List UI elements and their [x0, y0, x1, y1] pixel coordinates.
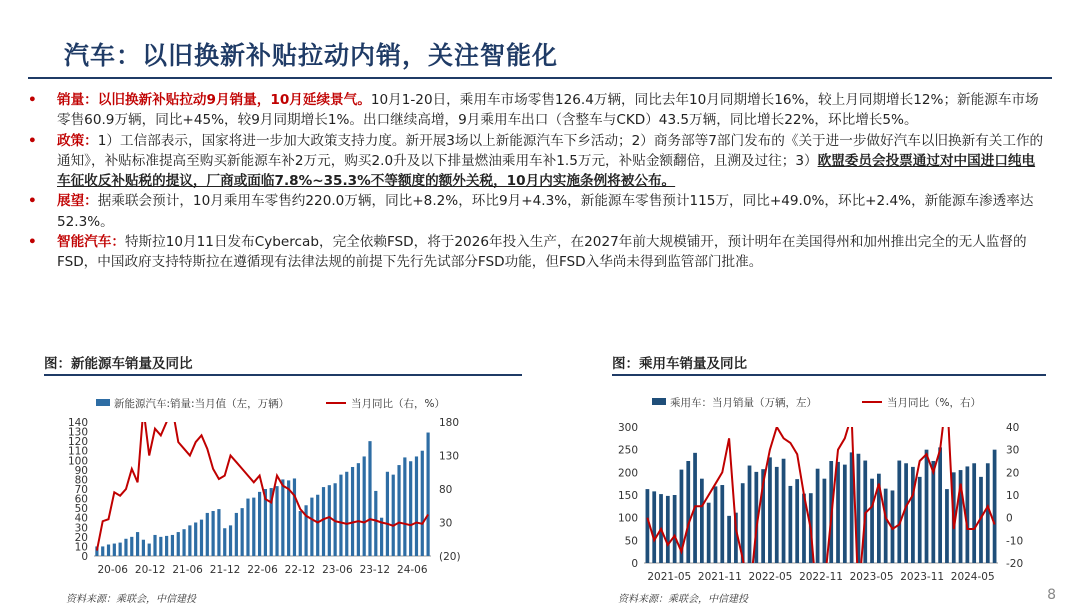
- x-tick-label: 2021-11: [697, 571, 742, 583]
- bullet-text-smart-car: 特斯拉10月11日发布Cybercab，完全依赖FSD，将于2026年投入生产，在2027年前大规模铺开，预计明年在美国得州和加州推出完全的无人监督的FSD，中国政府支持特斯拉在遵循现有法律法规的前提下先行先试部分FSD功能，但FSD入华尚未得到监管部门批准。: [57, 234, 1027, 271]
- bar: [217, 509, 220, 556]
- bar: [345, 472, 348, 556]
- y-left-tick-label: 120: [67, 436, 88, 449]
- bar: [700, 479, 704, 563]
- bullet-lead-policy: 政策：: [57, 132, 98, 149]
- x-tick-label: 20-06: [97, 564, 128, 576]
- bar: [720, 485, 724, 563]
- bar: [897, 461, 901, 563]
- bar: [421, 451, 424, 556]
- y-left-tick-label: 60: [74, 493, 88, 506]
- x-tick-label: 23-06: [322, 564, 353, 576]
- bar: [707, 503, 711, 563]
- bar: [200, 520, 203, 556]
- bar: [945, 489, 949, 563]
- bar: [768, 457, 772, 563]
- bar: [182, 529, 185, 556]
- bar: [206, 513, 209, 556]
- bar: [113, 544, 116, 556]
- bar: [258, 492, 261, 556]
- legend-bar-swatch: [652, 398, 666, 405]
- right-chart-panel: [612, 352, 1046, 372]
- y-right-tick-label: 0: [1006, 512, 1013, 525]
- bar: [130, 537, 133, 556]
- y-right-tick-label: 10: [1006, 490, 1020, 502]
- bar: [904, 463, 908, 563]
- bar: [148, 544, 151, 556]
- bar: [194, 523, 197, 557]
- bar: [646, 489, 650, 563]
- page-number: 8: [1047, 587, 1056, 603]
- y-left-tick-label: 300: [617, 422, 638, 434]
- bar: [986, 463, 990, 563]
- x-tick-label: 2021-05: [647, 571, 692, 583]
- bullet-text-outlook: 据乘联会预计，10月乘用车零售约220.0万辆，同比+8.2%，环比9月+4.3%，新能源车零售预计115万，同比+49.0%，环比+2.4%，新能源车渗透率达52.3%。: [57, 193, 1034, 230]
- bar: [328, 485, 331, 556]
- legend-line-label: 当月同比（右，%）: [351, 398, 445, 410]
- bar: [357, 463, 360, 556]
- bar: [870, 479, 874, 563]
- bullet-smart-car: [28, 232, 1048, 273]
- y-left-tick-label: 0: [81, 551, 88, 563]
- bullet-emphasis-policy: 欧盟委员会投票通过对中国进口纯电车征收反补贴税的提议，厂商或面临7.8%~35.3%不等额度的额外关税，10月内实施条例将被公布。: [57, 152, 1036, 190]
- bar: [142, 540, 145, 556]
- bar: [918, 477, 922, 563]
- bar: [223, 528, 226, 556]
- passenger-car-sales-chart: [600, 380, 1040, 585]
- y-left-tick-label: 100: [67, 455, 88, 468]
- bar: [938, 447, 942, 563]
- bar: [409, 461, 412, 556]
- x-tick-label: 21-12: [209, 564, 241, 576]
- x-tick-label: 24-06: [397, 564, 428, 576]
- bar: [714, 486, 718, 563]
- bar: [748, 466, 752, 563]
- y-right-tick-label: 30: [439, 517, 453, 530]
- y-left-tick-label: 30: [74, 522, 88, 535]
- x-tick-label: 22-12: [284, 564, 316, 576]
- bar: [124, 539, 127, 556]
- x-tick-label: 2022-11: [799, 571, 843, 583]
- bar: [322, 487, 325, 556]
- y-left-tick-label: 150: [617, 490, 638, 502]
- legend-line-label: 当月同比（%，右）: [887, 397, 981, 409]
- bar: [171, 535, 174, 556]
- bar: [368, 441, 371, 556]
- bar: [397, 465, 400, 556]
- bar: [673, 495, 677, 563]
- y-right-tick-label: (20): [439, 551, 461, 563]
- bar: [212, 511, 215, 556]
- y-right-tick-label: -10: [1006, 535, 1024, 548]
- y-left-tick-label: 50: [74, 503, 88, 516]
- bar: [816, 469, 820, 563]
- bullet-list: [28, 90, 1048, 273]
- x-tick-label: 2023-05: [849, 571, 894, 583]
- bar: [775, 467, 779, 563]
- bar: [931, 461, 935, 563]
- bar: [782, 459, 786, 563]
- x-tick-label: 22-06: [247, 564, 278, 576]
- legend-bar-label: 新能源汽车:销量:当月值（左，万辆）: [114, 398, 290, 410]
- bar: [299, 511, 302, 556]
- bar: [727, 516, 731, 563]
- bar: [363, 456, 366, 556]
- bar: [911, 467, 915, 563]
- nev-sales-chart: [44, 380, 484, 585]
- y-left-tick-label: 50: [624, 535, 638, 548]
- y-left-tick-label: 40: [74, 512, 88, 525]
- y-left-tick-label: 110: [67, 445, 88, 458]
- right-chart-source: 资料来源：乘联会，中信建投: [618, 594, 748, 605]
- y-left-tick-label: 140: [67, 417, 88, 429]
- bullet-lead-smart-car: 智能汽车：: [57, 234, 125, 251]
- x-tick-label: 2023-11: [900, 571, 945, 583]
- y-left-tick-label: 0: [631, 558, 638, 570]
- x-tick-label: 20-12: [134, 564, 166, 576]
- left-chart-title: 图：新能源车销量及同比: [44, 356, 193, 372]
- bar: [351, 467, 354, 556]
- bar: [374, 491, 377, 556]
- bar: [177, 532, 180, 556]
- y-right-tick-label: 40: [1006, 422, 1020, 434]
- yoy-line: [97, 409, 428, 551]
- bullet-marker: •: [28, 92, 37, 108]
- bullet-text-policy: 1）工信部表示，国家将进一步加大政策支持力度。新开展3场以上新能源汽车下乡活动；2）商务部等7部门发布的《关于进一步做好汽车以旧换新有关工作的通知》，补贴标准提高至购买新能源车补2万元，购买2.0升及以下排量燃油乘用车补1.5万元，补贴金额翻倍，且溯及过往；3）: [57, 132, 1044, 169]
- y-right-tick-label: 180: [439, 417, 460, 429]
- bar: [836, 462, 840, 563]
- y-right-tick-label: 80: [439, 484, 453, 496]
- y-left-tick-label: 70: [74, 484, 88, 496]
- bar: [101, 546, 104, 556]
- y-left-tick-label: 90: [74, 464, 88, 477]
- bar: [304, 505, 307, 556]
- y-right-tick-label: -20: [1006, 558, 1024, 570]
- bar: [339, 475, 342, 556]
- bullet-sales: [28, 90, 1048, 131]
- bar: [415, 456, 418, 556]
- bullet-marker: •: [28, 234, 37, 251]
- x-tick-label: 2022-05: [748, 571, 793, 583]
- x-tick-label: 21-06: [172, 564, 203, 576]
- bar: [229, 525, 232, 556]
- y-right-tick-label: 130: [439, 450, 460, 463]
- bar: [843, 465, 847, 563]
- bar: [884, 489, 888, 563]
- y-left-tick-label: 200: [617, 467, 638, 480]
- bar: [246, 499, 249, 556]
- bullet-text-sales: 10月1-20日，乘用车市场零售126.4万辆，同比去年10月同期增长16%，较上月同期增长12%；新能源车市场零售60.9万辆，同比+45%，较9月同期增长1%。出口继续高增，9月乘用车出口（含整车与CKD）43.5万辆，同比增长22%，环比增长5%。: [57, 92, 1039, 129]
- bar: [972, 463, 976, 563]
- yoy-line: [647, 393, 994, 585]
- bar: [235, 513, 238, 556]
- bar: [241, 508, 244, 556]
- title-divider: [28, 77, 1052, 79]
- bar: [666, 496, 670, 563]
- bar: [107, 545, 110, 556]
- bullet-marker: •: [28, 193, 37, 210]
- legend-bar-label: 乘用车：当月销量（万辆，左）: [670, 397, 817, 409]
- bar: [188, 525, 191, 556]
- y-right-tick-label: 20: [1006, 467, 1020, 480]
- bar: [159, 537, 162, 556]
- bar: [686, 461, 690, 563]
- bar: [281, 479, 284, 556]
- bar: [426, 433, 429, 556]
- bar: [788, 486, 792, 563]
- y-left-tick-label: 250: [617, 444, 638, 457]
- bullet-policy: [28, 131, 1048, 192]
- bar: [652, 491, 656, 563]
- y-left-tick-label: 100: [617, 512, 638, 525]
- x-tick-label: 2024-05: [950, 571, 995, 583]
- bullet-lead-outlook: 展望：: [57, 193, 98, 210]
- left-chart-divider: [44, 374, 522, 376]
- bar: [386, 472, 389, 556]
- bar: [165, 536, 168, 556]
- bar: [993, 450, 997, 563]
- bar: [310, 498, 313, 556]
- legend-bar-swatch: [96, 399, 110, 406]
- bar: [392, 475, 395, 556]
- bullet-marker: •: [28, 132, 37, 149]
- bar: [153, 535, 156, 556]
- x-tick-label: 23-12: [359, 564, 391, 576]
- left-chart-panel: [44, 352, 522, 372]
- y-left-tick-label: 10: [74, 541, 88, 554]
- y-left-tick-label: 20: [74, 531, 88, 544]
- bar: [293, 478, 296, 556]
- right-chart-divider: [612, 374, 1046, 376]
- y-left-tick-label: 130: [67, 426, 88, 439]
- y-left-tick-label: 80: [74, 474, 88, 487]
- bar: [316, 495, 319, 556]
- bar: [119, 543, 122, 556]
- bullet-lead-sales: 销量：以旧换新补贴拉动9月销量，10月延续景气。: [57, 92, 371, 108]
- bar: [823, 479, 827, 563]
- bar: [403, 457, 406, 556]
- y-right-tick-label: 30: [1006, 444, 1020, 457]
- bar: [136, 532, 139, 556]
- bar: [275, 486, 278, 556]
- right-chart-title: 图：乘用车销量及同比: [612, 356, 747, 372]
- bar: [252, 498, 255, 556]
- bar: [925, 450, 929, 563]
- page-title: 汽车：以旧换新补贴拉动内销，关注智能化: [64, 41, 559, 70]
- left-chart-source: 资料来源：乘联会，中信建投: [66, 594, 196, 605]
- bar: [795, 479, 799, 563]
- bullet-outlook: [28, 191, 1048, 232]
